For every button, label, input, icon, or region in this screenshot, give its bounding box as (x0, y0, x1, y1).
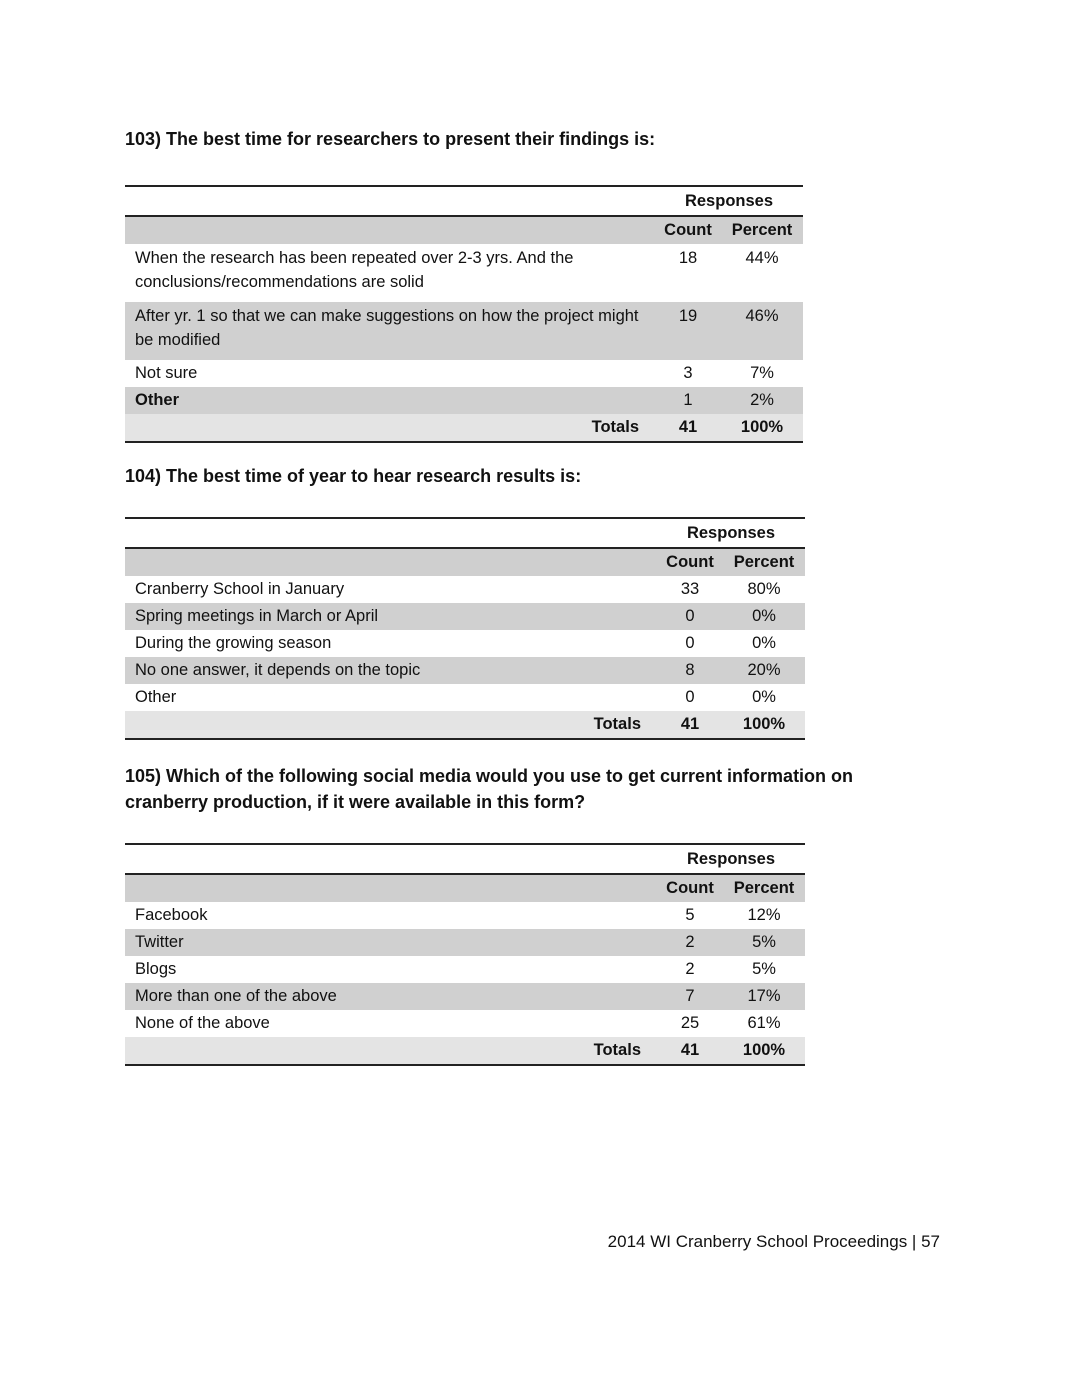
row-label: Other (125, 387, 655, 414)
count-header: Count (655, 216, 721, 244)
totals-count: 41 (655, 414, 721, 442)
row-label: No one answer, it depends on the topic (125, 657, 657, 684)
percent-header: Percent (721, 216, 803, 244)
table-row (125, 360, 803, 387)
row-label: More than one of the above (125, 983, 657, 1010)
table-row (125, 603, 805, 630)
row-count: 0 (657, 603, 723, 630)
totals-label: Totals (125, 711, 657, 739)
totals-count: 41 (657, 711, 723, 739)
table-row (125, 929, 805, 956)
row-label: Blogs (135, 960, 177, 978)
totals-percent: 100% (723, 1037, 805, 1065)
totals-percent: 100% (723, 711, 805, 739)
table-row (125, 956, 805, 983)
row-percent: 46% (721, 302, 803, 360)
row-count: 33 (680, 580, 700, 598)
question-104-table (125, 517, 805, 740)
responses-header: Responses (655, 186, 803, 216)
totals-row (125, 414, 803, 442)
row-percent: 17% (723, 983, 805, 1010)
row-count: 1 (655, 387, 721, 414)
row-percent: 7% (750, 364, 774, 382)
row-count: 0 (685, 688, 695, 706)
responses-header: Responses (657, 844, 805, 874)
row-percent: 5% (723, 929, 805, 956)
page-footer: 2014 WI Cranberry School Proceedings | 57 (607, 1232, 940, 1251)
count-header: Count (657, 548, 723, 576)
totals-row (125, 1037, 805, 1065)
row-percent: 44% (745, 249, 779, 267)
row-label: Facebook (135, 906, 208, 924)
table-row (125, 302, 803, 360)
count-header: Count (657, 874, 723, 902)
row-percent: 0% (723, 603, 805, 630)
row-label: None of the above (135, 1014, 270, 1032)
table-row (125, 684, 805, 711)
responses-header: Responses (657, 518, 805, 548)
row-label: When the research has been repeated over 2-3 yrs. And the conclusions/recommendations are solid (135, 249, 574, 291)
row-count: 2 (685, 960, 695, 978)
table-row (125, 576, 805, 603)
question-103-title: 103) The best time for researchers to present their findings is: (125, 129, 656, 149)
row-count: 2 (657, 929, 723, 956)
row-percent: 2% (721, 387, 803, 414)
row-count: 0 (685, 634, 695, 652)
row-count: 7 (657, 983, 723, 1010)
row-label: After yr. 1 so that we can make suggestions on how the project might be modified (125, 302, 655, 360)
row-count: 18 (678, 249, 698, 267)
question-105-title: 105) Which of the following social media would you use to get current information on cranberry production, if it were available in this form? (125, 766, 854, 812)
row-count: 19 (655, 302, 721, 360)
row-percent: 12% (747, 906, 781, 924)
responses-header-row (125, 844, 805, 874)
question-105-table (125, 843, 805, 1066)
column-header-row (125, 216, 803, 244)
totals-label: Totals (125, 414, 655, 442)
responses-header-row (125, 518, 805, 548)
table-row (125, 244, 803, 302)
table-row (125, 387, 803, 414)
row-percent: 80% (747, 580, 781, 598)
row-label: Other (135, 688, 177, 706)
table-row (125, 630, 805, 657)
row-label: Spring meetings in March or April (125, 603, 657, 630)
table-row (125, 657, 805, 684)
percent-header: Percent (723, 874, 805, 902)
row-count: 8 (657, 657, 723, 684)
row-percent: 5% (752, 960, 776, 978)
table-row (125, 1010, 805, 1037)
table-row (125, 983, 805, 1010)
table-row (125, 902, 805, 929)
row-count: 5 (685, 906, 695, 924)
row-label: Twitter (125, 929, 657, 956)
totals-label: Totals (125, 1037, 657, 1065)
percent-header: Percent (723, 548, 805, 576)
row-percent: 61% (747, 1014, 781, 1032)
totals-count: 41 (657, 1037, 723, 1065)
row-percent: 20% (723, 657, 805, 684)
responses-header-row (125, 186, 803, 216)
question-104-title: 104) The best time of year to hear research results is: (125, 466, 582, 486)
row-label: During the growing season (135, 634, 332, 652)
column-header-row (125, 874, 805, 902)
row-label: Cranberry School in January (135, 580, 345, 598)
question-103-table (125, 185, 803, 443)
row-percent: 0% (752, 634, 776, 652)
totals-row (125, 711, 805, 739)
row-label: Not sure (135, 364, 198, 382)
row-count: 3 (683, 364, 693, 382)
row-percent: 0% (752, 688, 776, 706)
row-count: 25 (680, 1014, 700, 1032)
totals-percent: 100% (721, 414, 803, 442)
column-header-row (125, 548, 805, 576)
